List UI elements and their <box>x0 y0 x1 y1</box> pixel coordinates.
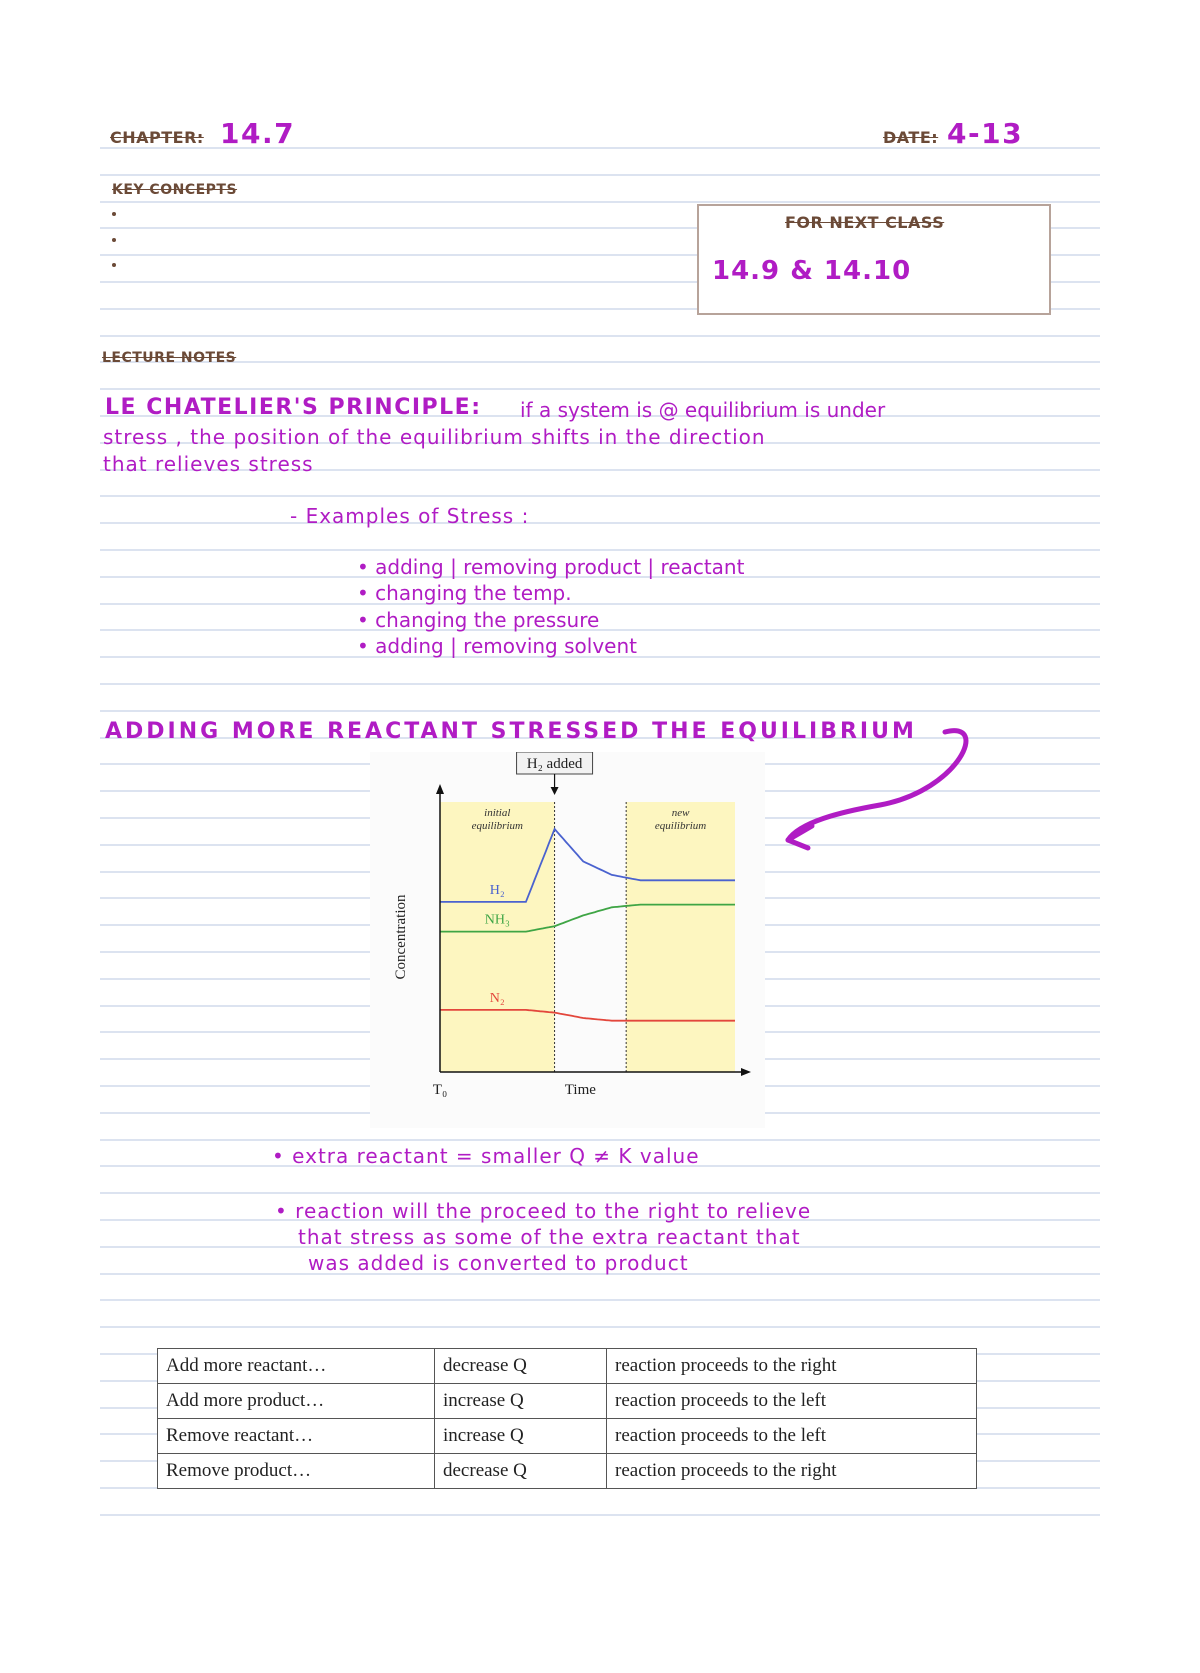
note-reaction-line-3: was added is converted to product <box>308 1251 689 1275</box>
note-extra-reactant: • extra reactant = smaller Q ≠ K value <box>272 1144 700 1168</box>
table-row <box>158 1349 977 1384</box>
lecture-notes-label: LECTURE NOTES <box>102 350 237 366</box>
series-label: N₂ <box>489 990 505 1006</box>
table-cell: increase Q <box>435 1384 607 1419</box>
examples-heading: - Examples of Stress : <box>290 504 530 528</box>
initial-equilibrium-region <box>440 802 555 1072</box>
table-cell: increase Q <box>435 1419 607 1454</box>
table-cell: Remove product… <box>158 1454 435 1489</box>
example-item: • adding | removing solvent <box>357 634 637 658</box>
concentration-chart <box>370 752 765 1128</box>
table-cell: reaction proceeds to the left <box>607 1419 977 1454</box>
table-cell: reaction proceeds to the left <box>607 1384 977 1419</box>
principle-line-2: stress , the position of the equilibrium shifts in the direction <box>103 425 766 449</box>
event-label: H₂ added <box>526 756 583 772</box>
note-reaction-line-1: • reaction will the proceed to the right to relieve <box>275 1199 812 1223</box>
table-cell: Remove reactant… <box>158 1419 435 1454</box>
chart-svg <box>370 752 765 1128</box>
event-arrow-head <box>551 787 559 795</box>
date-value: 4-13 <box>947 117 1024 150</box>
chapter-value: 14.7 <box>220 117 296 150</box>
next-class-value: 14.9 & 14.10 <box>712 256 912 286</box>
key-concepts-label: KEY CONCEPTS <box>112 182 238 198</box>
table-cell: Add more product… <box>158 1384 435 1419</box>
principle-line-1: if a system is @ equilibrium is under <box>520 398 886 422</box>
table-cell: reaction proceeds to the right <box>607 1349 977 1384</box>
table-row <box>158 1384 977 1419</box>
table-cell: reaction proceeds to the right <box>607 1454 977 1489</box>
principle-line-3: that relieves stress <box>103 452 314 476</box>
initial-equilibrium-label: initial equilibrium <box>471 807 523 832</box>
example-item: • changing the temp. <box>357 581 572 605</box>
note-reaction-line-2: that stress as some of the extra reactant that <box>298 1225 801 1249</box>
y-axis-label: Concentration <box>393 894 409 980</box>
stress-summary-table <box>157 1348 977 1489</box>
x-axis-label: Time <box>564 1082 596 1098</box>
series-label: H₂ <box>489 882 505 898</box>
series-label: NH₃ <box>484 912 510 928</box>
chapter-label: CHAPTER: <box>110 128 204 147</box>
table-cell: decrease Q <box>435 1454 607 1489</box>
table-cell: Add more reactant… <box>158 1349 435 1384</box>
table-row <box>158 1454 977 1489</box>
table-cell: decrease Q <box>435 1349 607 1384</box>
y-axis-arrow <box>436 784 444 794</box>
date-label: DATE: <box>883 128 939 147</box>
example-item: • changing the pressure <box>357 608 600 632</box>
next-class-label: FOR NEXT CLASS <box>785 213 945 232</box>
new-equilibrium-label: new equilibrium <box>654 807 707 832</box>
x-start-label: T₀ <box>432 1082 448 1098</box>
x-axis-arrow <box>741 1068 751 1076</box>
adding-heading: ADDING MORE REACTANT STRESSED THE EQUILIBRIUM <box>105 719 917 744</box>
principle-title: LE CHATELIER'S PRINCIPLE: <box>105 395 482 420</box>
new-equilibrium-region <box>626 802 735 1072</box>
example-item: • adding | removing product | reactant <box>357 555 745 579</box>
table-row <box>158 1419 977 1454</box>
